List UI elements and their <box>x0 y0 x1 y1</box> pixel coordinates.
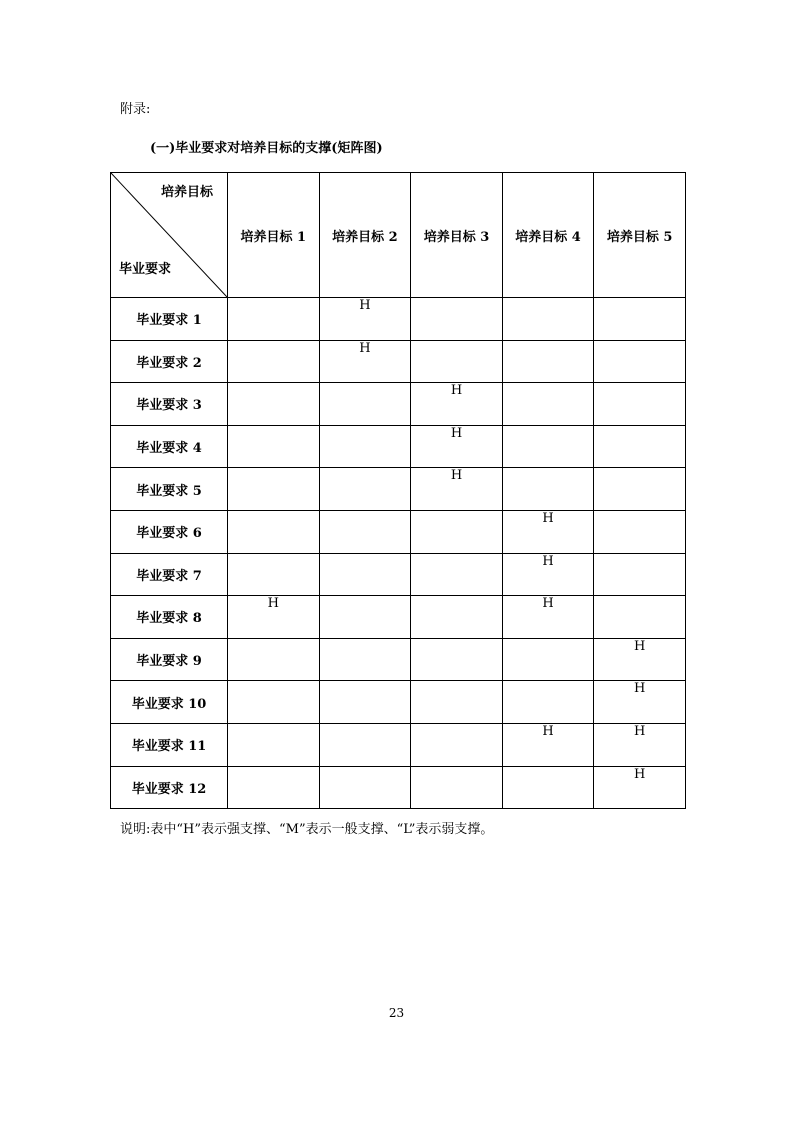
matrix-cell <box>502 468 594 511</box>
corner-header-cell <box>111 173 228 298</box>
matrix-cell: H <box>502 510 594 553</box>
table-row <box>111 510 686 553</box>
column-header: 培养目标 1 <box>228 173 320 298</box>
table-row <box>111 638 686 681</box>
table-row <box>111 383 686 426</box>
column-header: 培养目标 3 <box>411 173 503 298</box>
matrix-cell <box>594 383 686 426</box>
matrix-cell: H <box>502 553 594 596</box>
matrix-cell <box>228 510 320 553</box>
matrix-cell <box>228 638 320 681</box>
matrix-cell <box>319 723 411 766</box>
table-row <box>111 468 686 511</box>
corner-label-requirements: 毕业要求 <box>119 262 172 277</box>
matrix-cell <box>319 638 411 681</box>
row-label: 毕业要求 1 <box>111 298 228 341</box>
matrix-cell <box>594 425 686 468</box>
matrix-cell: H <box>411 425 503 468</box>
matrix-cell: H <box>594 766 686 809</box>
matrix-cell <box>502 425 594 468</box>
matrix-cell <box>502 681 594 724</box>
row-label: 毕业要求 10 <box>111 681 228 724</box>
table-row <box>111 596 686 639</box>
row-label: 毕业要求 9 <box>111 638 228 681</box>
corner-label-objectives: 培养目标 <box>160 185 213 200</box>
matrix-cell <box>411 553 503 596</box>
table-row <box>111 766 686 809</box>
matrix-cell <box>319 383 411 426</box>
section-title: (一)毕业要求对培养目标的支撑(矩阵图) <box>150 141 383 156</box>
table-row <box>111 425 686 468</box>
matrix-cell <box>228 553 320 596</box>
column-header: 培养目标 5 <box>594 173 686 298</box>
matrix-cell <box>411 340 503 383</box>
matrix-cell <box>319 596 411 639</box>
row-label: 毕业要求 11 <box>111 723 228 766</box>
matrix-cell <box>319 681 411 724</box>
matrix-cell: H <box>319 298 411 341</box>
row-label: 毕业要求 2 <box>111 340 228 383</box>
matrix-cell <box>502 340 594 383</box>
table-row <box>111 723 686 766</box>
matrix-cell <box>319 766 411 809</box>
matrix-cell <box>594 553 686 596</box>
matrix-cell <box>594 596 686 639</box>
table-row <box>111 340 686 383</box>
row-label: 毕业要求 3 <box>111 383 228 426</box>
matrix-cell <box>228 681 320 724</box>
matrix-cell <box>228 340 320 383</box>
matrix-cell <box>411 298 503 341</box>
matrix-cell <box>228 383 320 426</box>
matrix-cell: H <box>502 596 594 639</box>
matrix-cell <box>228 468 320 511</box>
row-label: 毕业要求 4 <box>111 425 228 468</box>
matrix-cell: H <box>319 340 411 383</box>
column-header: 培养目标 4 <box>502 173 594 298</box>
row-label: 毕业要求 7 <box>111 553 228 596</box>
matrix-cell: H <box>228 596 320 639</box>
support-matrix-table <box>110 172 686 809</box>
row-label: 毕业要求 6 <box>111 510 228 553</box>
matrix-cell <box>228 425 320 468</box>
matrix-cell <box>411 638 503 681</box>
row-label: 毕业要求 5 <box>111 468 228 511</box>
matrix-cell: H <box>411 383 503 426</box>
row-label: 毕业要求 12 <box>111 766 228 809</box>
matrix-cell <box>228 723 320 766</box>
table-header-row <box>111 173 686 298</box>
matrix-cell <box>502 298 594 341</box>
matrix-cell <box>502 638 594 681</box>
matrix-cell <box>594 298 686 341</box>
matrix-cell <box>319 468 411 511</box>
matrix-cell <box>228 298 320 341</box>
matrix-cell <box>319 553 411 596</box>
table-row <box>111 553 686 596</box>
matrix-cell <box>319 425 411 468</box>
matrix-cell: H <box>594 638 686 681</box>
matrix-cell <box>411 766 503 809</box>
matrix-cell: H <box>594 723 686 766</box>
matrix-cell <box>228 766 320 809</box>
matrix-cell <box>594 510 686 553</box>
matrix-cell <box>411 596 503 639</box>
page-number: 23 <box>388 1006 405 1020</box>
matrix-cell: H <box>411 468 503 511</box>
matrix-cell <box>594 468 686 511</box>
table-row <box>111 681 686 724</box>
column-header: 培养目标 2 <box>319 173 411 298</box>
matrix-cell <box>411 510 503 553</box>
matrix-cell <box>502 383 594 426</box>
matrix-cell: H <box>594 681 686 724</box>
matrix-cell <box>502 766 594 809</box>
matrix-cell <box>594 340 686 383</box>
row-label: 毕业要求 8 <box>111 596 228 639</box>
legend-note: 说明:表中“H”表示强支撑、“M”表示一般支撑、“L”表示弱支撑。 <box>120 822 494 837</box>
table-row <box>111 298 686 341</box>
matrix-cell <box>411 681 503 724</box>
appendix-label: 附录: <box>120 102 151 117</box>
matrix-cell: H <box>502 723 594 766</box>
matrix-cell <box>411 723 503 766</box>
matrix-cell <box>319 510 411 553</box>
